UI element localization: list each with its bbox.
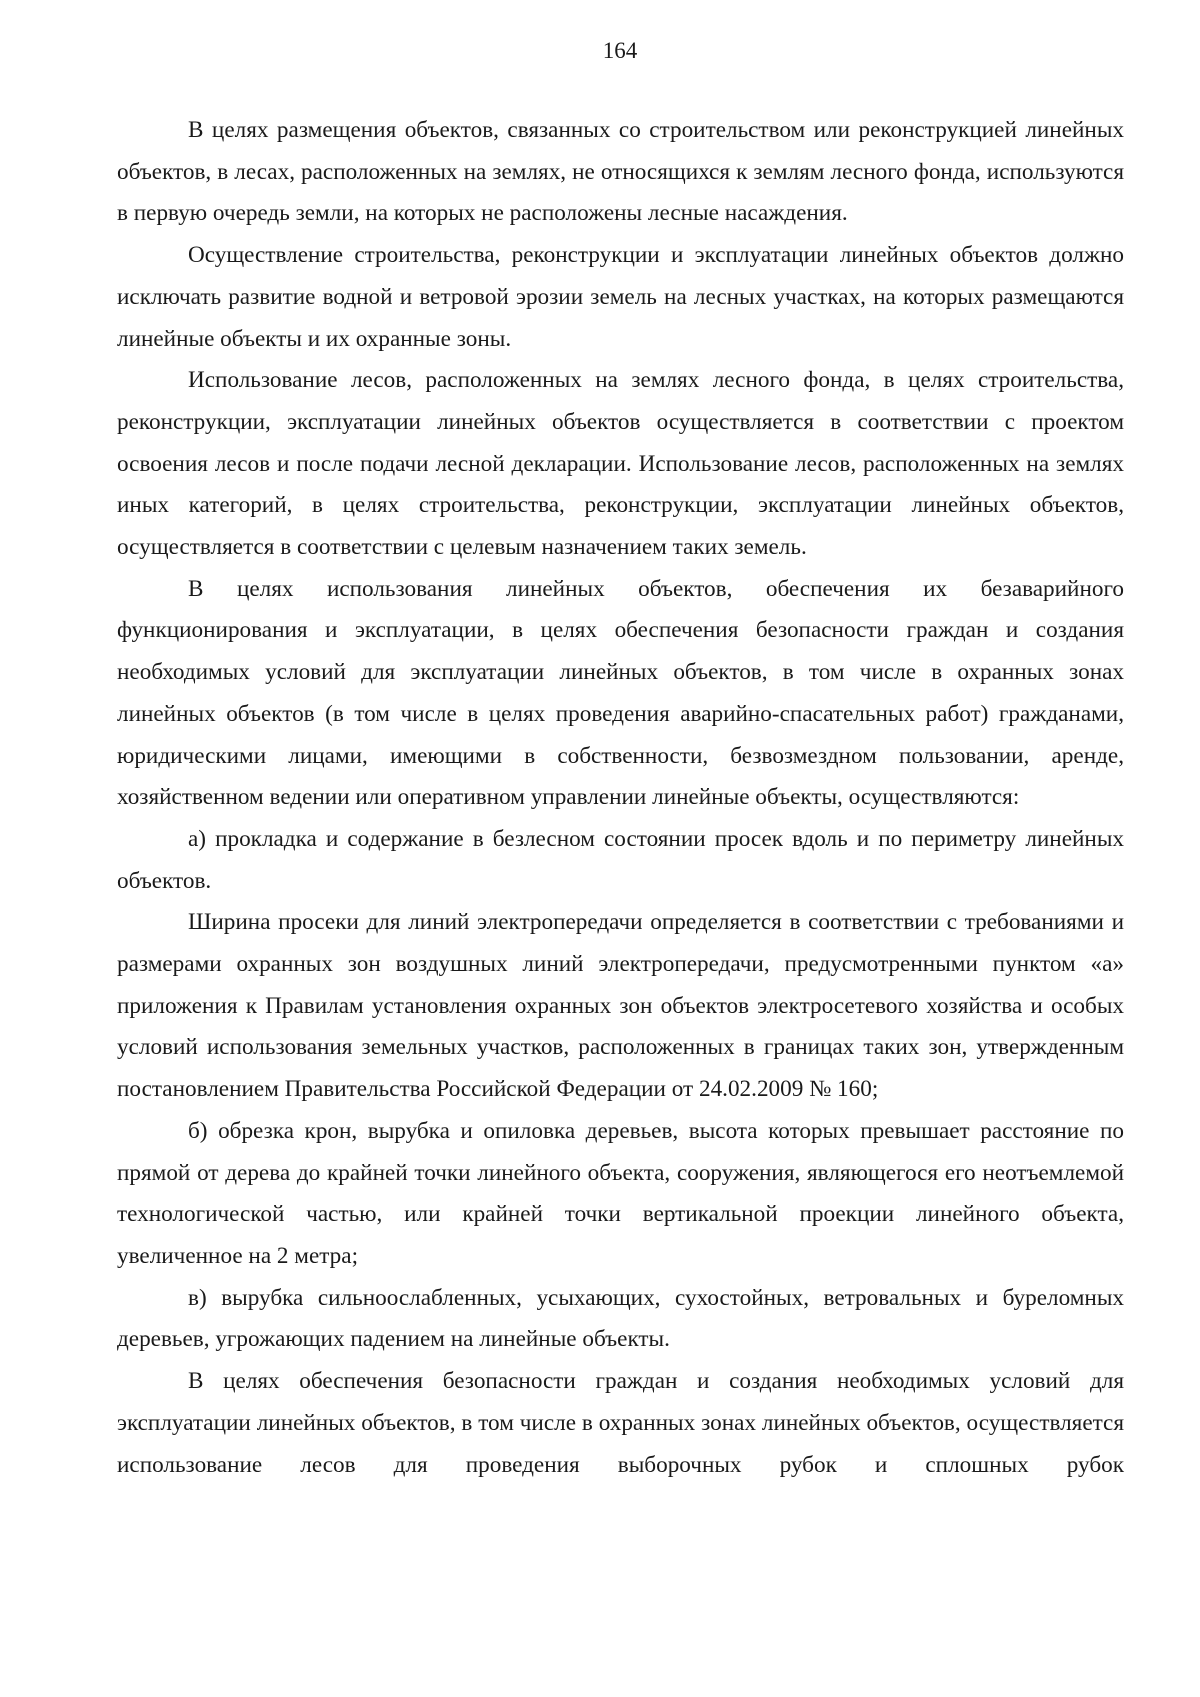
- paragraph-selective-cutting: В целях обеспечения безопасности граждан и создания необходимых условий для эксплуатации линейных объектов, в том числе в охранных зонах линейных объектов, осуществляется использование лесов для проведения выборочных рубок и сплошных рубок: [117, 1368, 1124, 1478]
- paragraph-item-b-pruning: б) обрезка крон, вырубка и опиловка деревьев, высота которых превышает расстояние по прямой от дерева до крайней точки линейного объекта, сооружения, являющегося его неотъемлемой технологической частью, или крайней точки вертикальной проекции линейного объекта, увеличенное на 2 метра;: [117, 1117, 1124, 1269]
- paragraph-item-v-felling: в) вырубка сильноослабленных, усыхающих, сухостойных, ветровальных и буреломных деревьев, угрожающих падением на линейные объекты.: [117, 1284, 1124, 1353]
- paragraph-linear-objects-safety: В целях использования линейных объектов, обеспечения их безаварийного функционирования и эксплуатации, в целях обеспечения безопасности граждан и создания необходимых условий для эксплуатации линейных объектов, в том числе в охранных зонах линейных объектов (в том числе в целях проведения аварийно-спасательных работ) гражданами, юридическими лицами, имеющими в собственности, безвозмездном пользовании, аренде, хозяйственном ведении или оперативном управлении линейные объекты, осуществляются:: [117, 575, 1124, 811]
- document-body: [117, 110, 1124, 1486]
- page-number: 164: [602, 38, 638, 63]
- paragraph-forest-placement: В целях размещения объектов, связанных со строительством или реконструкцией линейных объектов, в лесах, расположенных на землях, не относящихся к землям лесного фонда, используются в первую очередь земли, на которых не расположены лесные насаждения.: [117, 117, 1124, 227]
- paragraph-clearing-width: Ширина просеки для линий электропередачи определяется в соответствии с требованиями и размерами охранных зон воздушных линий электропередачи, предусмотренными пунктом «а» приложения к Правилам установления охранных зон объектов электросетевого хозяйства и особых условий использования земельных участков, расположенных в границах таких зон, утвержденным постановлением Правительства Российской Федерации от 24.02.2009 № 160;: [117, 909, 1124, 1103]
- paragraph-forest-use-declaration: Использование лесов, расположенных на землях лесного фонда, в целях строительства, реконструкции, эксплуатации линейных объектов осуществляется в соответствии с проектом освоения лесов и после подачи лесной декларации. Использование лесов, расположенных на землях иных категорий, в целях строительства, реконструкции, эксплуатации линейных объектов, осуществляется в соответствии с целевым назначением таких земель.: [117, 367, 1124, 561]
- paragraph-erosion-prevention: Осуществление строительства, реконструкции и эксплуатации линейных объектов должно исключать развитие водной и ветровой эрозии земель на лесных участках, на которых размещаются линейные объекты и их охранные зоны.: [117, 242, 1124, 352]
- paragraph-item-a-clearings: а) прокладка и содержание в безлесном состоянии просек вдоль и по периметру линейных объектов.: [117, 825, 1124, 894]
